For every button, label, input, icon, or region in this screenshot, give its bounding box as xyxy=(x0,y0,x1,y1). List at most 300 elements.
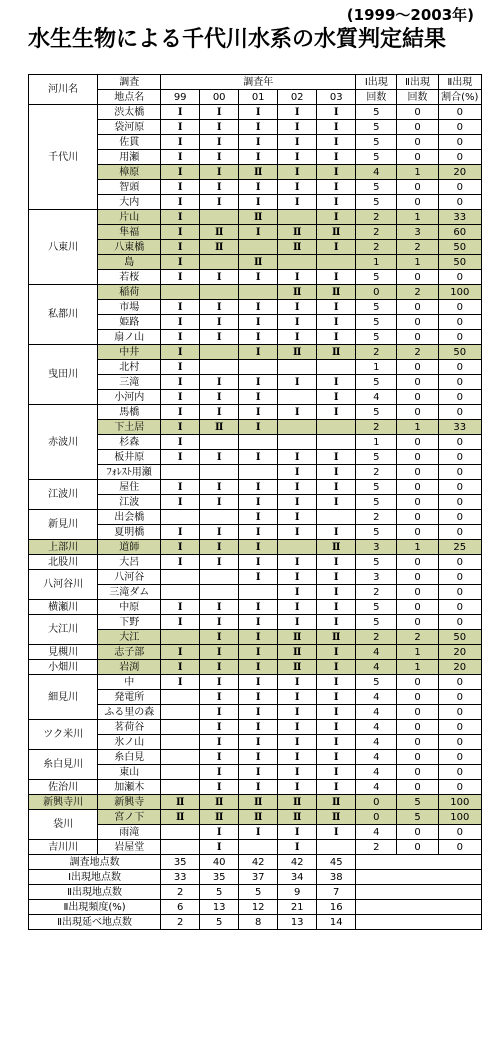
header-row-1 xyxy=(29,75,482,90)
site-name: 島 xyxy=(98,255,161,270)
judgement-cell xyxy=(161,690,200,705)
site-name: 下野 xyxy=(98,615,161,630)
count-cell: 0 xyxy=(438,555,481,570)
judgement-cell: Ⅰ xyxy=(200,270,239,285)
judgement-cell: Ⅰ xyxy=(278,510,317,525)
judgement-cell: Ⅰ xyxy=(317,390,356,405)
count-cell: 0 xyxy=(397,405,438,420)
judgement-cell: Ⅱ xyxy=(278,645,317,660)
judgement-cell: Ⅰ xyxy=(161,195,200,210)
judgement-cell: Ⅱ xyxy=(278,240,317,255)
count-cell: 0 xyxy=(397,600,438,615)
judgement-cell xyxy=(239,285,278,300)
site-name: 中井 xyxy=(98,345,161,360)
judgement-cell xyxy=(161,585,200,600)
judgement-cell: Ⅰ xyxy=(317,330,356,345)
judgement-cell xyxy=(200,255,239,270)
judgement-cell: Ⅰ xyxy=(278,120,317,135)
count-cell: 0 xyxy=(397,750,438,765)
judgement-cell: Ⅰ xyxy=(317,705,356,720)
judgement-cell: Ⅰ xyxy=(278,270,317,285)
count-cell: 0 xyxy=(397,765,438,780)
judgement-cell: Ⅰ xyxy=(200,630,239,645)
judgement-cell: Ⅰ xyxy=(278,720,317,735)
count-cell: 0 xyxy=(397,525,438,540)
judgement-cell: Ⅰ xyxy=(278,315,317,330)
judgement-cell: Ⅰ xyxy=(317,480,356,495)
count-cell: 0 xyxy=(356,285,397,300)
judgement-cell: Ⅰ xyxy=(239,375,278,390)
site-name: 樟原 xyxy=(98,165,161,180)
count-cell: 0 xyxy=(397,180,438,195)
site-name: 大内 xyxy=(98,195,161,210)
judgement-cell: Ⅱ xyxy=(278,795,317,810)
judgement-cell: Ⅰ xyxy=(239,660,278,675)
summary-value: 2 xyxy=(161,885,200,900)
judgement-cell: Ⅰ xyxy=(200,825,239,840)
site-name: 茗荷谷 xyxy=(98,720,161,735)
summary-row xyxy=(29,900,482,915)
site-name: 糸白見 xyxy=(98,750,161,765)
count-cell: 0 xyxy=(397,150,438,165)
judgement-cell xyxy=(239,840,278,855)
count-cell: 1 xyxy=(356,360,397,375)
summary-value: 7 xyxy=(317,885,356,900)
count-cell: 4 xyxy=(356,690,397,705)
summary-blank xyxy=(356,885,482,900)
count-cell: 0 xyxy=(397,435,438,450)
summary-value: 35 xyxy=(200,870,239,885)
count-cell: 2 xyxy=(356,225,397,240)
table-row xyxy=(29,600,482,615)
count-cell: 4 xyxy=(356,645,397,660)
site-name: 中 xyxy=(98,675,161,690)
river-name: 北股川 xyxy=(29,555,98,570)
judgement-cell: Ⅱ xyxy=(317,345,356,360)
judgement-cell: Ⅰ xyxy=(161,495,200,510)
count-cell: 2 xyxy=(397,345,438,360)
judgement-cell: Ⅰ xyxy=(278,480,317,495)
judgement-cell: Ⅰ xyxy=(317,240,356,255)
site-name: 江波 xyxy=(98,495,161,510)
count-cell: 4 xyxy=(356,780,397,795)
count-cell: 1 xyxy=(397,540,438,555)
count-cell: 2 xyxy=(397,630,438,645)
judgement-cell: Ⅰ xyxy=(161,315,200,330)
count-cell: 2 xyxy=(356,465,397,480)
table-row xyxy=(29,405,482,420)
judgement-cell: Ⅰ xyxy=(239,690,278,705)
judgement-cell: Ⅰ xyxy=(200,840,239,855)
summary-row xyxy=(29,915,482,930)
count-cell: 0 xyxy=(397,615,438,630)
judgement-cell: Ⅰ xyxy=(317,690,356,705)
judgement-cell xyxy=(278,390,317,405)
count-cell: 2 xyxy=(397,240,438,255)
judgement-cell: Ⅰ xyxy=(161,300,200,315)
table-row xyxy=(29,615,482,630)
header-site-bottom: 地点名 xyxy=(98,90,161,105)
judgement-cell: Ⅰ xyxy=(278,555,317,570)
judgement-cell: Ⅰ xyxy=(239,705,278,720)
count-cell: 2 xyxy=(356,630,397,645)
judgement-cell: Ⅰ xyxy=(317,135,356,150)
judgement-cell: Ⅰ xyxy=(200,165,239,180)
judgement-cell: Ⅰ xyxy=(317,150,356,165)
judgement-cell: Ⅰ xyxy=(278,585,317,600)
judgement-cell: Ⅱ xyxy=(161,795,200,810)
count-cell: 0 xyxy=(438,480,481,495)
table-row xyxy=(29,345,482,360)
site-name: 扇ノ山 xyxy=(98,330,161,345)
count-cell: 0 xyxy=(438,300,481,315)
river-name: 吉川川 xyxy=(29,840,98,855)
site-name: 隼福 xyxy=(98,225,161,240)
count-cell: 5 xyxy=(356,195,397,210)
table-row xyxy=(29,570,482,585)
judgement-cell: Ⅱ xyxy=(317,285,356,300)
count-cell: 5 xyxy=(356,315,397,330)
summary-value: 34 xyxy=(278,870,317,885)
count-cell: 5 xyxy=(356,450,397,465)
judgement-cell: Ⅰ xyxy=(278,765,317,780)
judgement-cell: Ⅰ xyxy=(278,705,317,720)
judgement-cell: Ⅰ xyxy=(161,390,200,405)
judgement-cell xyxy=(161,825,200,840)
count-cell: 100 xyxy=(438,795,481,810)
count-cell: 2 xyxy=(356,840,397,855)
judgement-cell: Ⅰ xyxy=(161,405,200,420)
judgement-cell: Ⅰ xyxy=(161,360,200,375)
count-cell: 33 xyxy=(438,420,481,435)
summary-value: 2 xyxy=(161,915,200,930)
site-name: 佐貫 xyxy=(98,135,161,150)
count-cell: 0 xyxy=(438,375,481,390)
judgement-cell: Ⅱ xyxy=(278,285,317,300)
judgement-cell: Ⅰ xyxy=(317,750,356,765)
count-cell: 5 xyxy=(356,615,397,630)
judgement-cell xyxy=(161,705,200,720)
judgement-cell: Ⅰ xyxy=(161,270,200,285)
site-name: 片山 xyxy=(98,210,161,225)
site-name: 発電所 xyxy=(98,690,161,705)
judgement-cell xyxy=(317,510,356,525)
count-cell: 4 xyxy=(356,735,397,750)
summary-value: 5 xyxy=(200,915,239,930)
judgement-cell: Ⅰ xyxy=(317,195,356,210)
header-c1-top: Ⅰ出現 xyxy=(356,75,397,90)
judgement-cell xyxy=(278,540,317,555)
judgement-cell: Ⅰ xyxy=(239,555,278,570)
judgement-cell: Ⅰ xyxy=(200,315,239,330)
count-cell: 0 xyxy=(438,105,481,120)
judgement-cell: Ⅰ xyxy=(278,495,317,510)
count-cell: 0 xyxy=(397,195,438,210)
judgement-cell: Ⅰ xyxy=(317,570,356,585)
count-cell: 1 xyxy=(397,255,438,270)
judgement-cell: Ⅱ xyxy=(278,345,317,360)
header-c2-top: Ⅱ出現 xyxy=(397,75,438,90)
count-cell: 0 xyxy=(397,780,438,795)
site-name: 馬橋 xyxy=(98,405,161,420)
site-name: 板井原 xyxy=(98,450,161,465)
count-cell: 0 xyxy=(438,150,481,165)
judgement-cell xyxy=(200,510,239,525)
judgement-cell: Ⅰ xyxy=(239,735,278,750)
judgement-cell: Ⅰ xyxy=(317,735,356,750)
judgement-cell: Ⅱ xyxy=(278,630,317,645)
judgement-cell: Ⅰ xyxy=(239,630,278,645)
count-cell: 4 xyxy=(356,705,397,720)
judgement-cell: Ⅰ xyxy=(200,615,239,630)
summary-value: 42 xyxy=(278,855,317,870)
count-cell: 5 xyxy=(356,525,397,540)
judgement-cell: Ⅰ xyxy=(200,645,239,660)
judgement-cell: Ⅰ xyxy=(161,240,200,255)
site-name: 渋太橋 xyxy=(98,105,161,120)
count-cell: 0 xyxy=(397,720,438,735)
judgement-cell xyxy=(161,465,200,480)
count-cell: 0 xyxy=(438,720,481,735)
judgement-cell: Ⅰ xyxy=(317,660,356,675)
judgement-cell xyxy=(161,840,200,855)
judgement-cell: Ⅰ xyxy=(239,420,278,435)
judgement-cell: Ⅱ xyxy=(239,165,278,180)
summary-value: 40 xyxy=(200,855,239,870)
judgement-cell: Ⅱ xyxy=(278,660,317,675)
judgement-cell: Ⅰ xyxy=(239,510,278,525)
site-name: 志子部 xyxy=(98,645,161,660)
judgement-cell: Ⅰ xyxy=(161,120,200,135)
river-name: 細見川 xyxy=(29,675,98,720)
judgement-cell: Ⅰ xyxy=(317,315,356,330)
judgement-cell: Ⅰ xyxy=(278,825,317,840)
river-name: 大江川 xyxy=(29,615,98,645)
count-cell: 1 xyxy=(397,645,438,660)
judgement-cell: Ⅰ xyxy=(200,105,239,120)
summary-value: 12 xyxy=(239,900,278,915)
judgement-cell: Ⅰ xyxy=(161,225,200,240)
count-cell: 0 xyxy=(438,495,481,510)
count-cell: 0 xyxy=(397,675,438,690)
count-cell: 2 xyxy=(356,210,397,225)
river-name: 見槻川 xyxy=(29,645,98,660)
header-year: 03 xyxy=(317,90,356,105)
summary-value: 5 xyxy=(239,885,278,900)
count-cell: 0 xyxy=(438,330,481,345)
site-name: ﾌｫﾚｽﾄ用瀬 xyxy=(98,465,161,480)
count-cell: 0 xyxy=(397,390,438,405)
judgement-cell: Ⅰ xyxy=(317,405,356,420)
judgement-cell: Ⅰ xyxy=(239,825,278,840)
summary-row xyxy=(29,855,482,870)
judgement-cell: Ⅰ xyxy=(161,180,200,195)
table-row xyxy=(29,555,482,570)
count-cell: 0 xyxy=(397,120,438,135)
judgement-cell: Ⅰ xyxy=(278,600,317,615)
judgement-cell: Ⅰ xyxy=(239,120,278,135)
judgement-cell: Ⅱ xyxy=(200,420,239,435)
judgement-cell: Ⅰ xyxy=(278,195,317,210)
summary-value: 45 xyxy=(317,855,356,870)
judgement-cell: Ⅰ xyxy=(200,150,239,165)
count-cell: 5 xyxy=(356,480,397,495)
judgement-cell: Ⅰ xyxy=(239,525,278,540)
site-name: 用瀬 xyxy=(98,150,161,165)
count-cell: 0 xyxy=(397,555,438,570)
count-cell: 0 xyxy=(438,840,481,855)
judgement-cell: Ⅰ xyxy=(278,750,317,765)
river-name: 私都川 xyxy=(29,285,98,345)
table-row xyxy=(29,510,482,525)
summary-value: 13 xyxy=(278,915,317,930)
count-cell: 0 xyxy=(397,270,438,285)
header-year: 02 xyxy=(278,90,317,105)
header-c2-bottom: 回数 xyxy=(397,90,438,105)
judgement-cell: Ⅰ xyxy=(239,330,278,345)
judgement-cell xyxy=(278,255,317,270)
count-cell: 0 xyxy=(438,360,481,375)
site-name: 屋住 xyxy=(98,480,161,495)
summary-value: 9 xyxy=(278,885,317,900)
judgement-cell: Ⅰ xyxy=(278,570,317,585)
judgement-cell: Ⅰ xyxy=(200,705,239,720)
judgement-cell xyxy=(278,210,317,225)
site-name: 東山 xyxy=(98,765,161,780)
judgement-cell xyxy=(161,750,200,765)
count-cell: 5 xyxy=(356,675,397,690)
judgement-cell xyxy=(161,630,200,645)
count-cell: 0 xyxy=(438,780,481,795)
judgement-cell xyxy=(239,465,278,480)
judgement-cell: Ⅰ xyxy=(317,555,356,570)
count-cell: 0 xyxy=(438,435,481,450)
count-cell: 0 xyxy=(438,750,481,765)
count-cell: 0 xyxy=(397,510,438,525)
count-cell: 0 xyxy=(397,570,438,585)
count-cell: 0 xyxy=(397,690,438,705)
judgement-cell xyxy=(200,465,239,480)
count-cell: 20 xyxy=(438,165,481,180)
header-year: 99 xyxy=(161,90,200,105)
judgement-cell xyxy=(161,510,200,525)
count-cell: 5 xyxy=(397,795,438,810)
judgement-cell: Ⅰ xyxy=(239,765,278,780)
judgement-cell: Ⅰ xyxy=(278,405,317,420)
count-cell: 0 xyxy=(397,375,438,390)
judgement-cell: Ⅱ xyxy=(239,810,278,825)
count-cell: 60 xyxy=(438,225,481,240)
site-name: 下土居 xyxy=(98,420,161,435)
judgement-cell: Ⅰ xyxy=(239,225,278,240)
judgement-cell: Ⅰ xyxy=(200,780,239,795)
judgement-cell: Ⅰ xyxy=(317,825,356,840)
judgement-cell: Ⅰ xyxy=(161,135,200,150)
count-cell: 20 xyxy=(438,645,481,660)
judgement-cell: Ⅰ xyxy=(200,765,239,780)
judgement-cell: Ⅰ xyxy=(278,165,317,180)
count-cell: 1 xyxy=(397,165,438,180)
river-name: 糸白見川 xyxy=(29,750,98,780)
judgement-cell: Ⅰ xyxy=(317,720,356,735)
count-cell: 0 xyxy=(438,525,481,540)
judgement-cell: Ⅰ xyxy=(200,600,239,615)
site-name: 八東橋 xyxy=(98,240,161,255)
summary-value: 6 xyxy=(161,900,200,915)
count-cell: 2 xyxy=(356,345,397,360)
judgement-cell: Ⅰ xyxy=(239,315,278,330)
summary-value: 21 xyxy=(278,900,317,915)
count-cell: 1 xyxy=(397,420,438,435)
count-cell: 0 xyxy=(397,330,438,345)
site-name: 杉森 xyxy=(98,435,161,450)
count-cell: 0 xyxy=(397,450,438,465)
judgement-cell xyxy=(161,780,200,795)
judgement-cell xyxy=(278,420,317,435)
judgement-cell: Ⅰ xyxy=(239,180,278,195)
count-cell: 0 xyxy=(438,510,481,525)
judgement-cell: Ⅰ xyxy=(317,780,356,795)
judgement-cell: Ⅰ xyxy=(239,615,278,630)
site-name: 稲荷 xyxy=(98,285,161,300)
site-name: 宮ノ下 xyxy=(98,810,161,825)
judgement-cell: Ⅰ xyxy=(317,615,356,630)
count-cell: 5 xyxy=(356,300,397,315)
table-row xyxy=(29,105,482,120)
summary-blank xyxy=(356,915,482,930)
count-cell: 5 xyxy=(356,135,397,150)
site-name: 智頭 xyxy=(98,180,161,195)
count-cell: 0 xyxy=(397,585,438,600)
river-name: 江波川 xyxy=(29,480,98,510)
count-cell: 0 xyxy=(438,390,481,405)
site-name: 小河内 xyxy=(98,390,161,405)
summary-body xyxy=(29,855,482,930)
summary-label: Ⅱ出現頻度(%) xyxy=(29,900,161,915)
judgement-cell: Ⅰ xyxy=(200,450,239,465)
judgement-cell: Ⅰ xyxy=(239,570,278,585)
judgement-cell xyxy=(278,435,317,450)
judgement-cell: Ⅰ xyxy=(200,735,239,750)
river-name: 横瀬川 xyxy=(29,600,98,615)
judgement-cell: Ⅰ xyxy=(317,585,356,600)
judgement-cell: Ⅰ xyxy=(278,525,317,540)
judgement-cell xyxy=(200,285,239,300)
summary-value: 35 xyxy=(161,855,200,870)
judgement-cell: Ⅱ xyxy=(200,225,239,240)
judgement-cell: Ⅰ xyxy=(239,300,278,315)
judgement-cell: Ⅰ xyxy=(200,495,239,510)
judgement-cell: Ⅰ xyxy=(317,105,356,120)
table-row xyxy=(29,480,482,495)
summary-value: 33 xyxy=(161,870,200,885)
summary-value: 42 xyxy=(239,855,278,870)
table-row xyxy=(29,285,482,300)
header-site-top: 調査 xyxy=(98,75,161,90)
judgement-cell: Ⅰ xyxy=(239,495,278,510)
count-cell: 2 xyxy=(356,240,397,255)
judgement-cell: Ⅱ xyxy=(317,795,356,810)
count-cell: 0 xyxy=(397,480,438,495)
river-name: 袋川 xyxy=(29,810,98,840)
judgement-cell: Ⅱ xyxy=(161,810,200,825)
header-c3-bottom: 割合(%) xyxy=(438,90,481,105)
judgement-cell: Ⅰ xyxy=(278,465,317,480)
judgement-cell: Ⅰ xyxy=(161,450,200,465)
judgement-cell: Ⅰ xyxy=(278,375,317,390)
count-cell: 0 xyxy=(438,315,481,330)
count-cell: 0 xyxy=(397,135,438,150)
